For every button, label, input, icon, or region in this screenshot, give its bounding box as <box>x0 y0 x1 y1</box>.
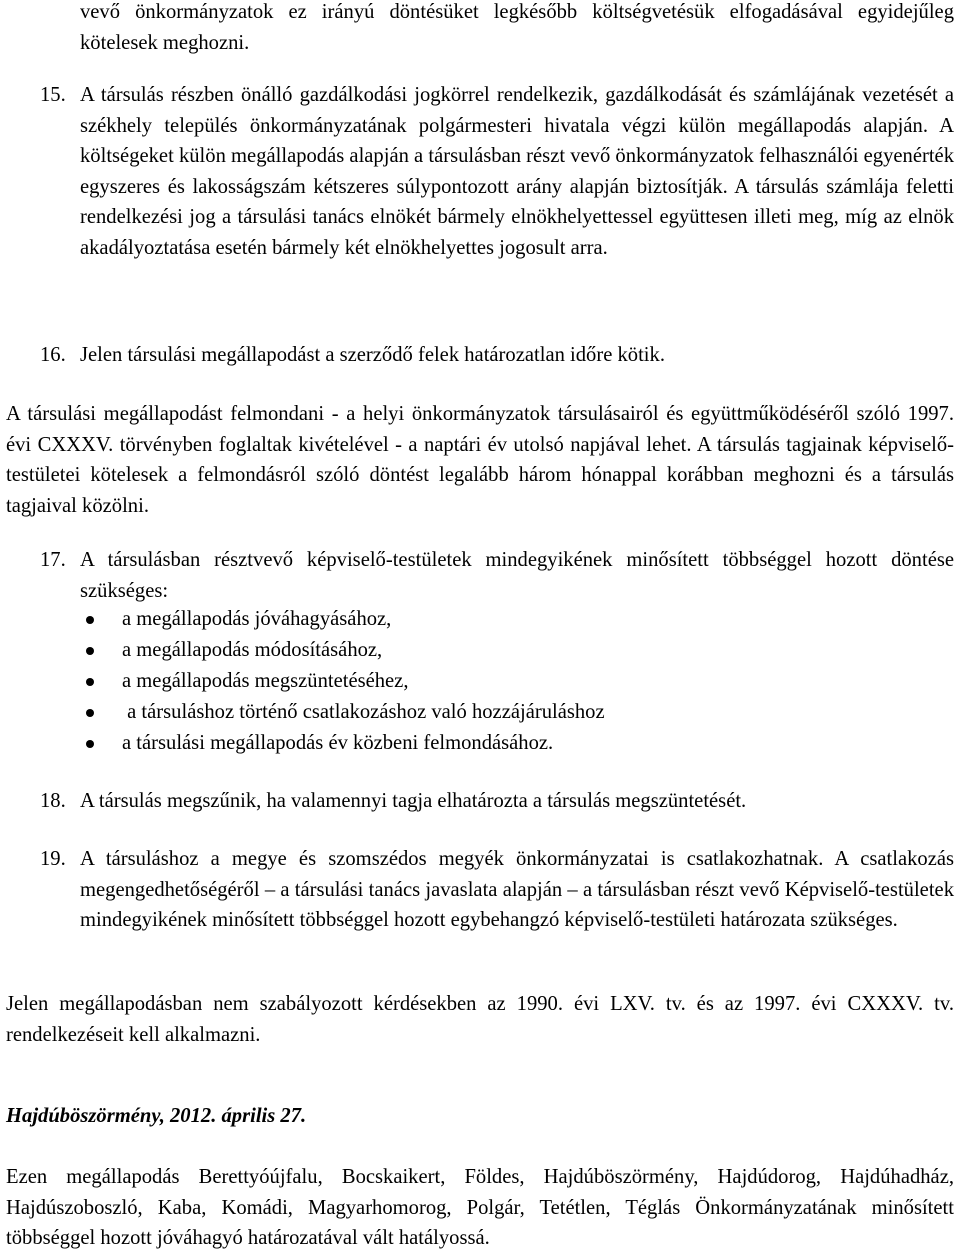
section-18-number: 18. <box>40 790 66 812</box>
section-16-text: Jelen társulási megállapodást a szerződő felek határozatlan időre kötik. <box>80 344 665 366</box>
top-paragraph: vevő önkormányzatok ez irányú döntésüket legkésőbb költségvetésük elfogadásával egyidejűleg kötelesek meghozni. <box>80 1 954 54</box>
section-16 <box>40 340 954 371</box>
list-item <box>80 604 954 635</box>
termination-paragraph: A társulási megállapodást felmondani - a helyi önkormányzatok társulásairól és együttműködéséről szóló 1997. évi CXXXV. törvényben foglaltak kivételével - a naptári év utolsó napjával lehet. A társulás tagjainak képviselő-testületei kötelesek a felmondásról szóló döntést legalább három hónappal korábban meghozni és a társulás tagjaival közölni. <box>6 403 954 517</box>
bullet-icon <box>86 616 94 624</box>
list-item-text: a társuláshoz történő csatlakozáshoz való hozzájáruláshoz <box>122 701 605 723</box>
bullet-icon <box>86 709 94 717</box>
list-item-text: a megállapodás megszüntetéséhez, <box>122 670 409 692</box>
bullet-icon <box>86 647 94 655</box>
section-17 <box>40 545 954 606</box>
legal-reference: Jelen megállapodásban nem szabályozott kérdésekben az 1990. évi LXV. tv. és az 1997. évi CXXXV. tv. rendelkezéseit kell alkalmazni. <box>6 993 954 1046</box>
section-17-number: 17. <box>40 549 66 571</box>
list-item-text: a megállapodás jóváhagyásához, <box>122 608 392 630</box>
section-17-text: A társulásban résztvevő képviselő-testületek mindegyikének minősített többséggel hozott döntése szükséges: <box>80 549 954 602</box>
section-18 <box>40 786 954 817</box>
list-item <box>80 728 954 759</box>
list-item-text: a megállapodás módosításához, <box>122 639 383 661</box>
list-item-text: a társulási megállapodás év közbeni felmondásához. <box>122 732 554 754</box>
bullet-icon <box>86 740 94 748</box>
list-item <box>80 697 954 728</box>
place-date: Hajdúböszörmény, 2012. április 27. <box>6 1105 307 1127</box>
closing-paragraph: Ezen megállapodás Berettyóújfalu, Bocskaikert, Földes, Hajdúböszörmény, Hajdúdorog, Hajdúhadház, Hajdúszoboszló, Kaba, Komádi, Magyarhomorog, Polgár, Tetétlen, Téglás Önkormányzatának minősített többséggel hozott jóváhagyó határozatával vált hatályossá. <box>6 1166 954 1250</box>
list-item <box>80 666 954 697</box>
section-19-number: 19. <box>40 848 66 870</box>
section-19 <box>40 844 954 936</box>
section-15-number: 15. <box>40 84 66 106</box>
section-16-number: 16. <box>40 344 66 366</box>
section-18-text: A társulás megszűnik, ha valamennyi tagja elhatározta a társulás megszüntetését. <box>80 790 747 812</box>
list-item <box>80 635 954 666</box>
bullet-icon <box>86 678 94 686</box>
section-19-text: A társuláshoz a megye és szomszédos megyék önkormányzatai is csatlakozhatnak. A csatlakozás megengedhetőségéről – a társulási tanács javaslata alapján – a társulásban részt vevő Képviselő-testületek mindegyikének minősített többséggel hozott egybehangzó képviselő-testületi határozata szükséges. <box>80 848 954 932</box>
section-15 <box>40 80 954 264</box>
section-15-text: A társulás részben önálló gazdálkodási jogkörrel rendelkezik, gazdálkodását és számlájának vezetését a székhely település önkormányzatának polgármesteri hivatala végzi külön megállapodás alapján. A költségeket külön megállapodás alapján a társulásban részt vevő önkormányzatok felhasználói egyenérték egyszeres és lakosságszám kétszeres súlypontozott arány alapján biztosítják. A társulás számlája feletti rendelkezési jog a társulási tanács elnökét bármely elnökhelyettessel együttesen illeti meg, míg az elnök akadályoztatása esetén bármely két elnökhelyettes jogosult arra. <box>80 84 954 259</box>
section-17-list <box>80 604 954 759</box>
